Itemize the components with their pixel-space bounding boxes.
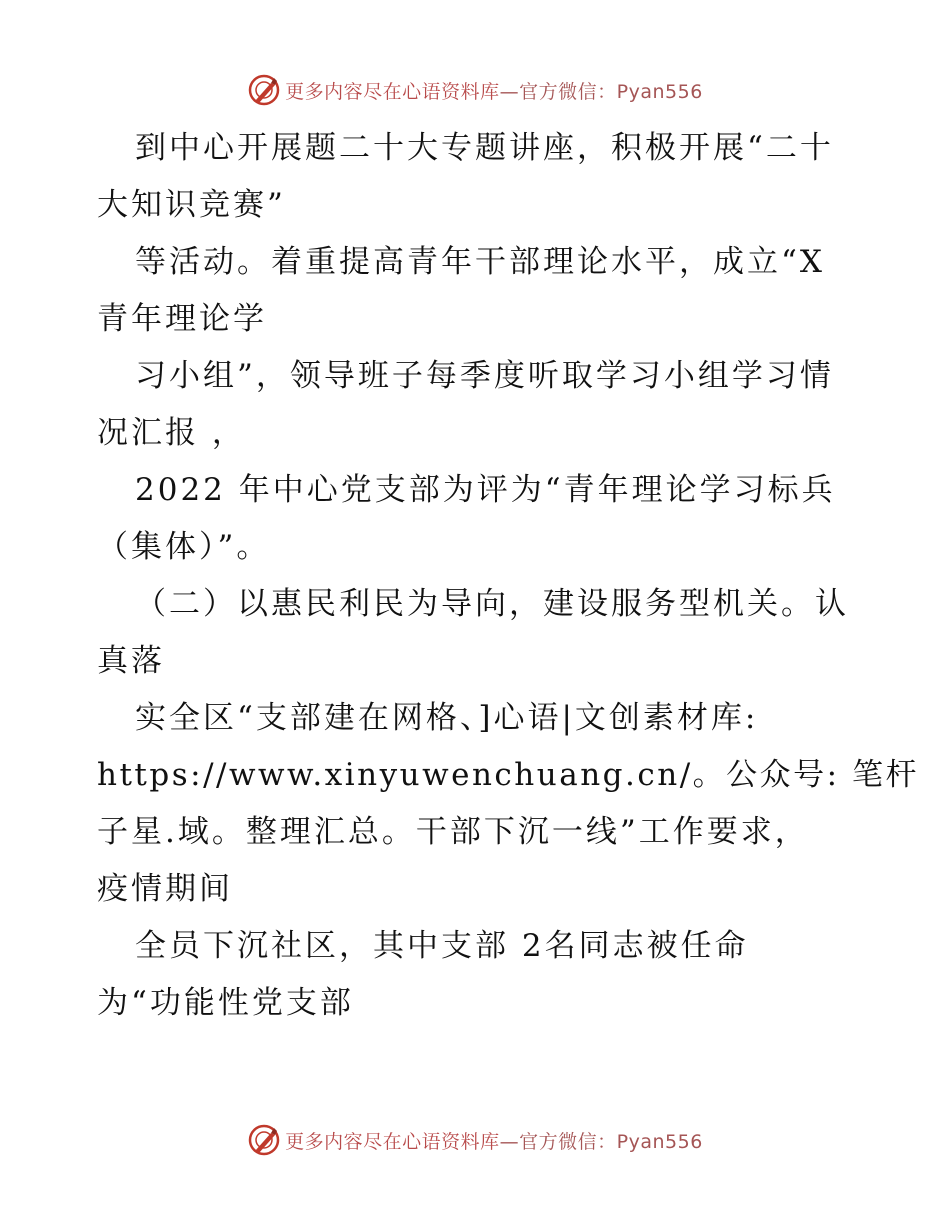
text-line-url: https://www.xinyuwenchuang.cn/。公众号: 笔杆 [97,757,919,793]
text-line: （集体）”。 [97,529,271,565]
text-line: 青年理论学 [97,301,267,337]
pen-logo-icon [247,1123,281,1157]
banner-main-text: 更多内容尽在心语资料库 [285,80,500,103]
text-line: 2022 年中心党支部为评为“青年理论学习标兵 [135,472,836,508]
text-line: 真落 [97,643,165,679]
banner-main-text: 更多内容尽在心语资料库 [285,1130,500,1153]
text-line: 到中心开展题二十大专题讲座，积极开展“二十 [135,130,834,166]
banner-text [285,1127,703,1154]
banner-tail-text: —官方微信：Pyan556 [499,80,703,103]
banner-inner [247,73,703,107]
document-body [97,120,919,1032]
banner-tail-text: —官方微信：Pyan556 [499,1130,703,1153]
text-line: 为“功能性党支部 [97,985,354,1021]
pen-logo-icon [247,73,281,107]
banner-inner [247,1123,703,1157]
text-line: 等活动。着重提高青年干部理论水平，成立“X [135,244,825,280]
text-line: 实全区“支部建在网格、]心语|文创素材库: [135,700,759,736]
text-line: 子星.域。整理汇总。干部下沉一线”工作要求， [97,814,809,850]
text-line: 习小组”，领导班子每季度听取学习小组学习情 [135,358,834,394]
text-line: 疫情期间 [97,871,233,907]
banner-text [285,77,703,104]
text-line: 全员下沉社区，其中支部 2名同志被任命 [135,928,749,964]
footer-watermark-banner [0,1118,950,1162]
text-line: 大知识竞赛” [97,187,286,223]
text-line: （二）以惠民利民为导向，建设服务型机关。认 [135,586,849,622]
text-line: 况汇报 ， [97,415,246,451]
header-watermark-banner [0,68,950,112]
